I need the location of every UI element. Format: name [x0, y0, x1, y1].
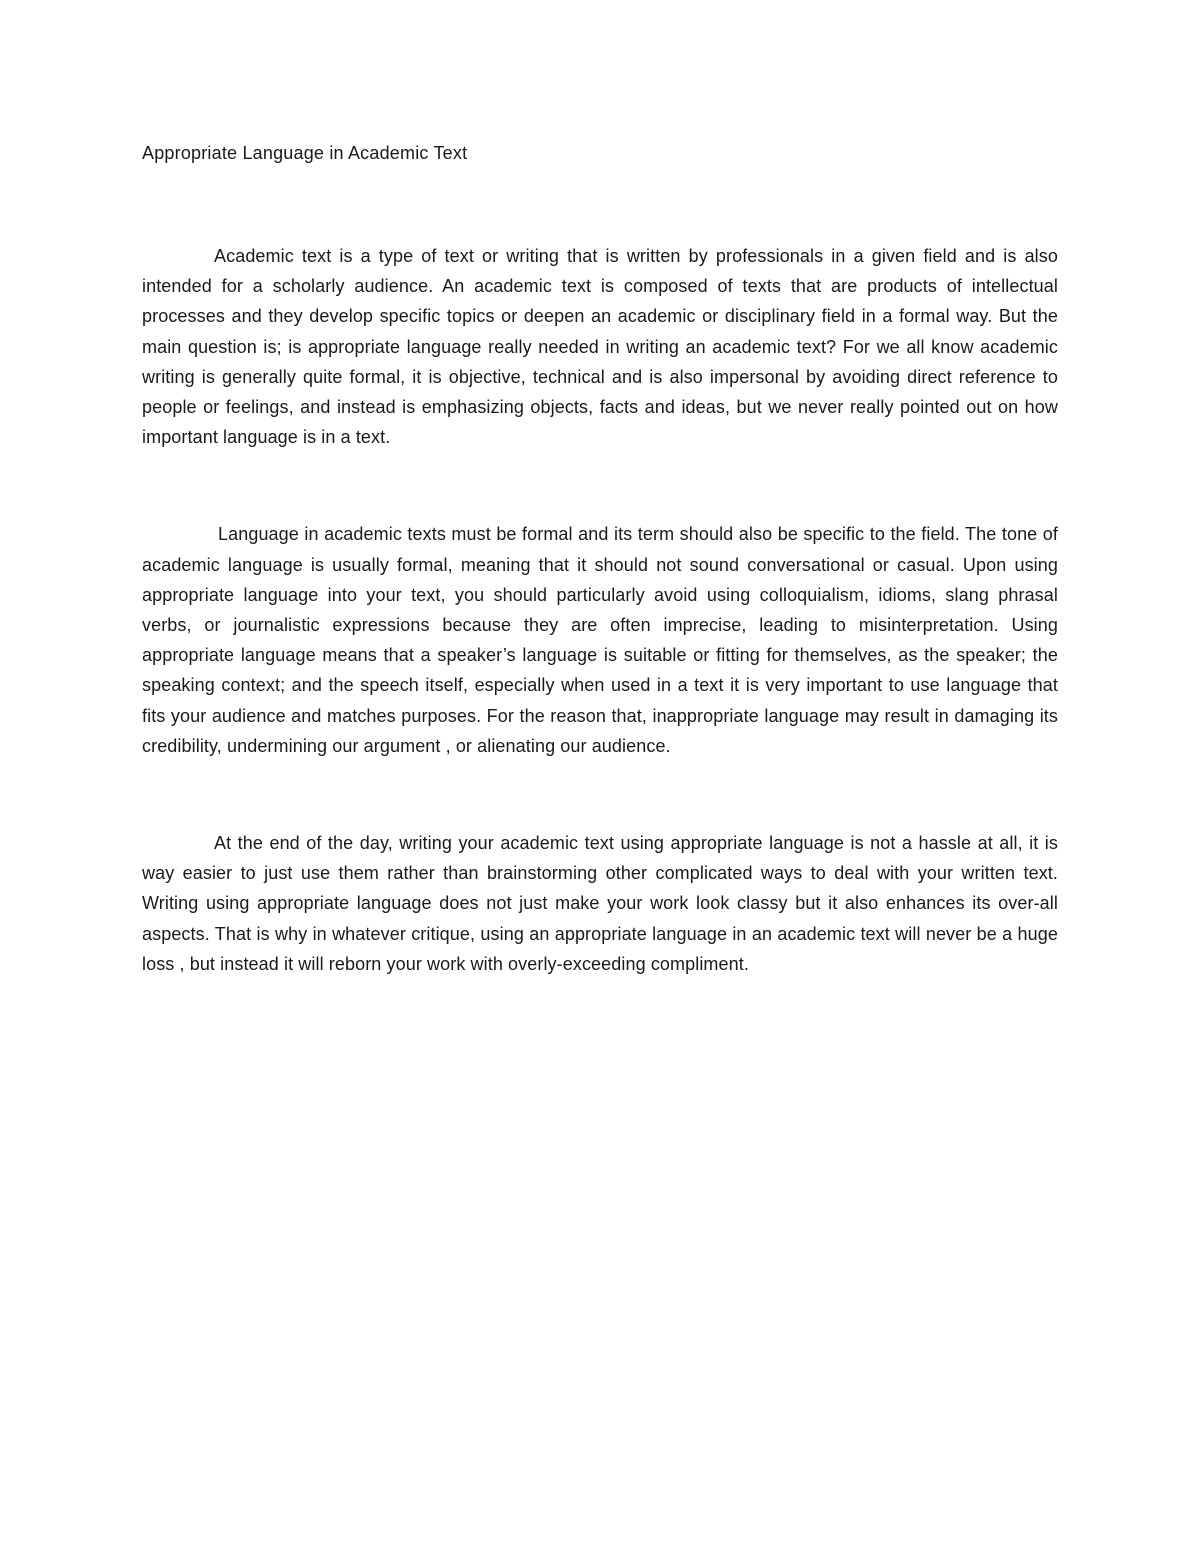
paragraph-2: Language in academic texts must be formal and its term should also be specific to the field. The tone of academic language is usually formal, meaning that it should not sound conversational or casual. Upon using appropriate language into your text, you should particularly avoid using colloquialism, idioms, slang phrasal verbs, or journalistic expressions because they are often imprecise, leading to misinterpretation. Using appropriate language means that a speaker’s language is suitable or fitting for themselves, as the speaker; the speaking context; and the speech itself, especially when used in a text it is very important to use language that fits your audience and matches purposes. For the reason that, inappropriate language may result in damaging its credibility, undermining our argument , or alienating our audience. — [142, 524, 1058, 756]
paragraph-3: At the end of the day, writing your academic text using appropriate language is not a hassle at all, it is way easier to just use them rather than brainstorming other complicated ways to deal with your written text. Writing using appropriate language does not just make your work look classy but it also enhances its over-all aspects. That is why in whatever critique, using an appropriate language in an academic text will never be a huge loss , but instead it will reborn your work with overly-exceeding compliment. — [142, 833, 1058, 974]
document-title: Appropriate Language in Academic Text — [142, 143, 468, 163]
document-body — [142, 138, 1058, 979]
paragraph-1: Academic text is a type of text or writing that is written by professionals in a given field and is also intended for a scholarly audience. An academic text is composed of texts that are products of intellectual processes and they develop specific topics or deepen an academic or disciplinary field in a formal way. But the main question is; is appropriate language really needed in writing an academic text? For we all know academic writing is generally quite formal, it is objective, technical and is also impersonal by avoiding direct reference to people or feelings, and instead is emphasizing objects, facts and ideas, but we never really pointed out on how important language is in a text. — [142, 246, 1058, 448]
